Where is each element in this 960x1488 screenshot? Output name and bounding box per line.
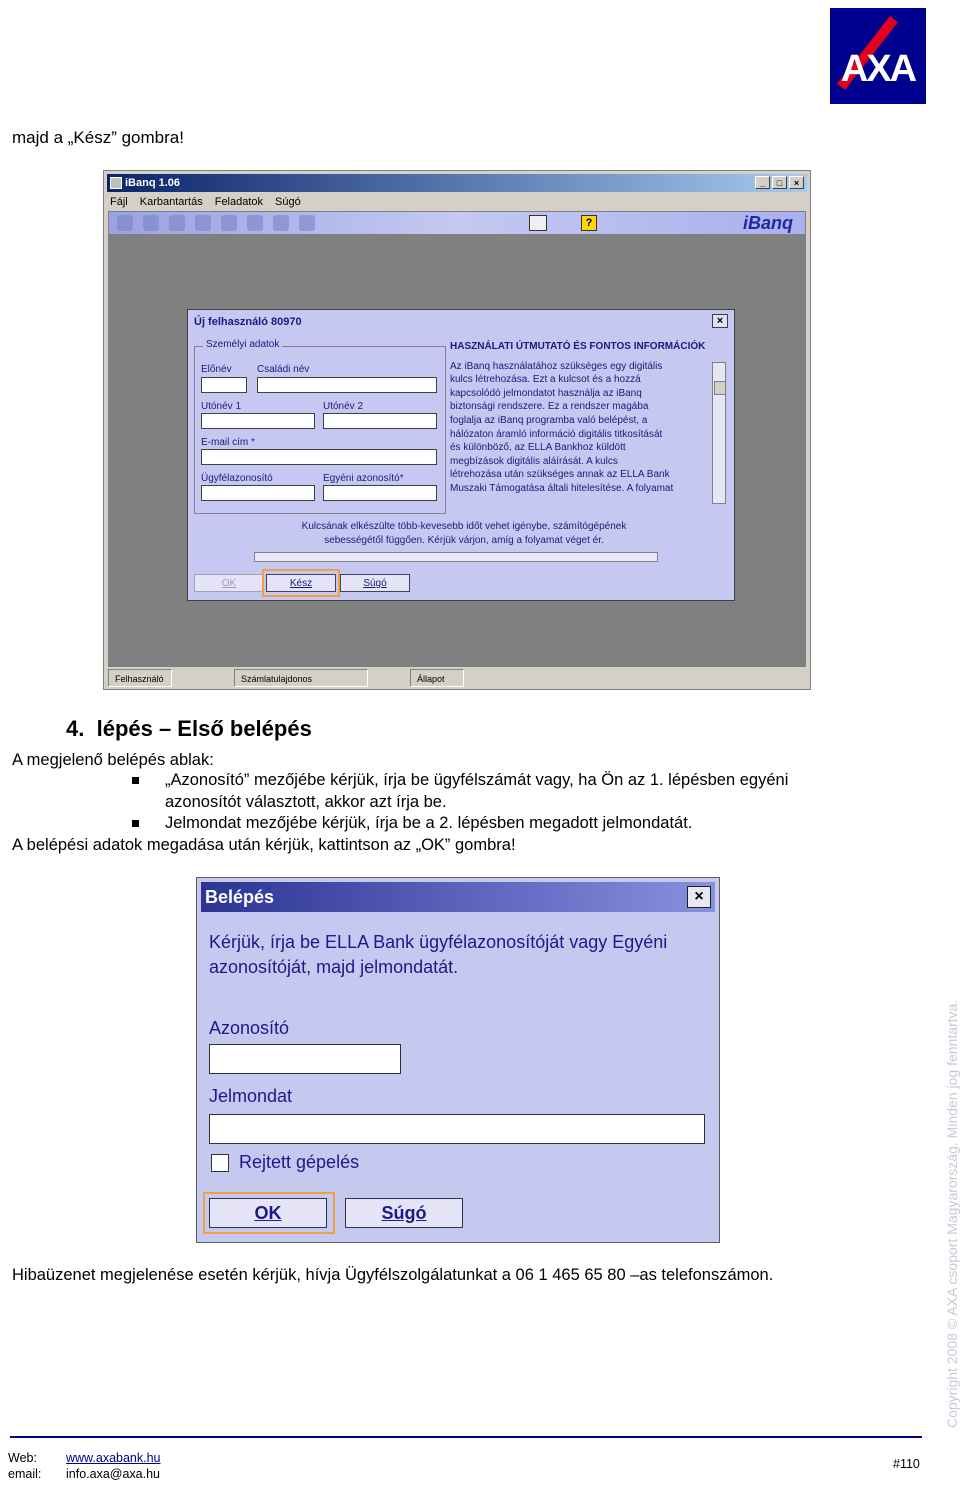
- ibanq-brand: iBanq: [742, 213, 793, 233]
- web-label: Web:: [8, 1451, 37, 1465]
- utonev2-label: Utónév 2: [323, 401, 364, 412]
- ok-button-disabled[interactable]: OK: [194, 574, 264, 592]
- menu-bar: [110, 193, 301, 211]
- info-line: hálózaton áramló információ digitális titkosítását: [450, 428, 663, 440]
- bullet-marker: [132, 820, 139, 827]
- bullet1-line1: „Azonosító” mezőjébe kérjük, írja be ügyfélszámát vagy, ha Ön az 1. lépésben egyéni: [165, 771, 789, 789]
- info-line: létrehozása után szükséges annak az ELLA Bank: [450, 469, 670, 481]
- utonev1-input[interactable]: [201, 413, 315, 429]
- info-title: HASZNÁLATI ÚTMUTATÓ ÉS FONTOS INFORMÁCIÓK: [450, 341, 706, 352]
- toolbar-transfer-icon[interactable]: [169, 215, 185, 231]
- email-value: info.axa@axa.hu: [66, 1467, 161, 1481]
- csaladi-nev-input[interactable]: [257, 377, 437, 393]
- info-panel: [450, 340, 716, 502]
- info-line: és különböző, az ELLA Bankhoz küldött: [450, 442, 626, 454]
- toolbar-people-icon[interactable]: [195, 215, 211, 231]
- email-input[interactable]: [201, 449, 437, 465]
- toolbar-accounts-icon[interactable]: [143, 215, 159, 231]
- book-icon[interactable]: [529, 215, 547, 231]
- dialog-close-icon[interactable]: ×: [712, 314, 728, 328]
- status-owner: Számlatulajdonos: [234, 669, 368, 687]
- footer-line: [10, 1436, 922, 1438]
- info-line: foglalja az iBanq programba való belépést, a: [450, 414, 648, 426]
- wait-message: [274, 520, 654, 548]
- login-dialog-screenshot: [196, 877, 720, 1243]
- login-title-bar: [201, 882, 715, 912]
- ugyfelazonosito-label: Ügyfélazonosító: [201, 473, 273, 484]
- ibanq-window-screenshot: [103, 170, 811, 690]
- login-close-icon[interactable]: ×: [687, 886, 711, 908]
- side-copyright: Copyright 2008 © AXA csoport Magyarország. Minden jog fenntartva.: [944, 999, 960, 1428]
- status-user: Felhasználó: [108, 669, 172, 687]
- toolbar: [108, 211, 806, 235]
- ibanq-title-bar: [107, 174, 807, 192]
- jelmondat-input[interactable]: [209, 1114, 705, 1144]
- toolbar-card-icon[interactable]: [273, 215, 289, 231]
- elonev-input[interactable]: [201, 377, 247, 393]
- web-link-text[interactable]: www.axabank.hu: [66, 1451, 161, 1465]
- bullet-marker: [132, 777, 139, 784]
- csaladi-nev-label: Családi név: [257, 364, 310, 375]
- new-user-dialog-title: Új felhasználó 80970: [194, 316, 302, 328]
- azonosito-input[interactable]: [209, 1044, 401, 1074]
- info-line: kulcs létrehozása. Ezt a kulcsot és a hozzá: [450, 374, 641, 386]
- help-icon[interactable]: ?: [581, 215, 597, 231]
- toolbar-key-icon[interactable]: [299, 215, 315, 231]
- rejtett-checkbox[interactable]: [211, 1154, 229, 1172]
- login-title: Belépés: [205, 887, 275, 907]
- status-state: Állapot: [410, 669, 464, 687]
- ugyfelazonosito-input[interactable]: [201, 485, 315, 501]
- bullet2-text: Jelmondat mezőjébe kérjük, írja be a 2. lépésben megadott jelmondatát.: [165, 814, 693, 832]
- personal-data-group: [194, 339, 446, 514]
- menu-fajl[interactable]: Fájl: [110, 196, 128, 208]
- ok-button[interactable]: OK: [209, 1198, 327, 1228]
- personal-data-label: Személyi adatok: [203, 339, 282, 350]
- egyeni-azonosito-label: Egyéni azonosító*: [323, 473, 404, 484]
- menu-feladatok[interactable]: Feladatok: [214, 196, 264, 208]
- status-bar: [108, 669, 806, 687]
- axa-logo: [830, 8, 926, 104]
- step-title: lépés – Első belépés: [96, 716, 312, 741]
- toolbar-scale-icon[interactable]: [221, 215, 237, 231]
- step-heading: [66, 716, 312, 742]
- step-number: 4.: [66, 716, 85, 741]
- instruction-line: azonosítóját, majd jelmondatát.: [209, 957, 459, 977]
- app-icon: [110, 177, 122, 189]
- ibanq-window-title: iBanq 1.06: [125, 177, 181, 189]
- key-progress-bar: [254, 552, 658, 562]
- utonev2-input[interactable]: [323, 413, 437, 429]
- utonev1-label: Utónév 1: [201, 401, 242, 412]
- after-text: A belépési adatok megadása után kérjük, kattintson az „OK” gombra!: [12, 836, 516, 854]
- logo-text: AXA: [840, 48, 916, 90]
- jelmondat-label: Jelmondat: [209, 1086, 293, 1106]
- maximize-button[interactable]: □: [772, 176, 787, 189]
- instruction-line: Kérjük, írja be ELLA Bank ügyfélazonosítóját vagy Egyéni: [209, 932, 668, 952]
- wait-line: sebességétől függően. Kérjük várjon, amíg a folyamat véget ér.: [324, 535, 604, 546]
- menu-karbantartas[interactable]: Karbantartás: [139, 196, 203, 208]
- email-label: email:: [8, 1467, 42, 1481]
- minimize-button[interactable]: _: [755, 176, 770, 189]
- page-number: #110: [893, 1457, 920, 1471]
- info-line: Az iBanq használatához szükséges egy digitális: [450, 360, 663, 372]
- toolbar-hand-icon[interactable]: [247, 215, 263, 231]
- new-user-dialog: [187, 309, 735, 601]
- sugo-button[interactable]: Súgó: [345, 1198, 463, 1228]
- error-note: Hibaüzenet megjelenése esetén kérjük, hívja Ügyfélszolgálatunkat a 06 1 465 65 80 –as telefonszámon.: [12, 1266, 774, 1284]
- wait-line: Kulcsának elkészülte több-kevesebb időt vehet igénybe, számítógépének: [301, 521, 627, 532]
- elonev-label: Előnév: [201, 364, 232, 375]
- rejtett-label: Rejtett gépelés: [239, 1152, 360, 1172]
- lead-text: A megjelenő belépés ablak:: [12, 751, 214, 769]
- menu-sugo[interactable]: Súgó: [275, 196, 301, 208]
- web-link[interactable]: [66, 1451, 161, 1465]
- info-line: Muszaki Támogatása általi hitelesítése. A folyamat: [450, 482, 674, 494]
- email-label: E-mail cím *: [201, 437, 255, 448]
- azonosito-label: Azonosító: [209, 1018, 290, 1038]
- bullet1-line2: azonosítót választott, akkor azt írja be.: [165, 793, 447, 811]
- info-scrollbar[interactable]: [712, 362, 726, 504]
- info-line: biztonsági rendszere. Ez a rendszer magába: [450, 401, 649, 413]
- intro-text: majd a „Kész” gombra!: [12, 128, 184, 147]
- egyeni-azonosito-input[interactable]: [323, 485, 437, 501]
- info-line: megbízások digitális aláírását. A kulcs: [450, 455, 618, 467]
- scroll-thumb[interactable]: [714, 381, 726, 395]
- close-window-button[interactable]: ×: [789, 176, 804, 189]
- toolbar-user-icon[interactable]: [117, 215, 133, 231]
- sugo-button[interactable]: Súgó: [340, 574, 410, 592]
- kesz-button[interactable]: Kész: [266, 574, 336, 592]
- info-line: kapcsolódó jelmondatot használja az iBanq: [450, 387, 642, 399]
- login-instruction: [209, 930, 709, 980]
